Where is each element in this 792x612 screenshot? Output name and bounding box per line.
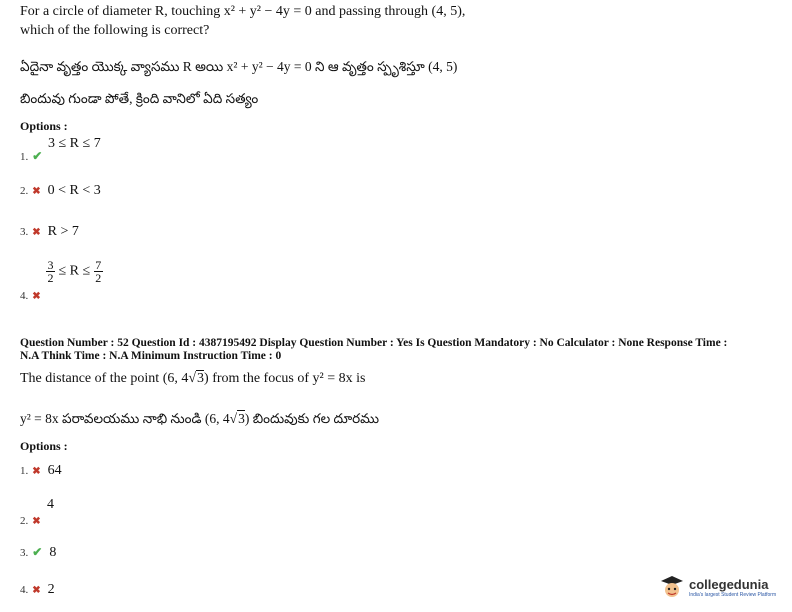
option-number: 4. (20, 584, 29, 596)
question-2-telugu: y² = 8x పరావలయము నాభి నుండి (6, 4√3) బిందువుకు గల దూరము (20, 411, 380, 426)
q2-option-3-text: 8 (49, 545, 57, 560)
cross-icon: ✖ (32, 227, 41, 238)
question-1-telugu-line-2: బిందువు గుండా పోతే, క్రింది వానిలో ఏది సత్యం (20, 91, 259, 106)
check-icon: ✔ (32, 149, 43, 163)
q2-option-4-text: 2 (47, 582, 55, 597)
q1-option-2[interactable] (20, 181, 101, 199)
option-number: 1. (20, 151, 29, 163)
q1-option-2-text: 0 < R < 3 (47, 183, 101, 198)
q2-option-2[interactable] (20, 511, 41, 529)
option-number: 2. (20, 515, 29, 527)
logo-text: collegedunia (689, 576, 769, 592)
fraction: $\frac{3}{2}$ (47, 258, 54, 285)
cross-icon: ✖ (32, 585, 41, 596)
check-icon: ✔ (32, 545, 43, 559)
option-number: 2. (20, 185, 29, 197)
meta-line-1: Question Number : 52 Question Id : 4387195492 Display Question Number : Yes Is Question Mandatory : No Calculator : None Response Time : (20, 337, 728, 349)
cross-icon: ✖ (32, 516, 41, 527)
question-1-line-2: which of the following is correct? (20, 23, 210, 38)
option-number: 1. (20, 465, 29, 477)
question-meta (20, 337, 727, 363)
q1-option-1-text: 3 ≤ R ≤ 7 (48, 136, 101, 151)
q2-option-1[interactable] (20, 461, 62, 479)
question-1-text (20, 2, 465, 40)
q2-option-3[interactable] (20, 543, 56, 561)
question-1-line-1: For a circle of diameter R, touching x² + y² − 4y = 0 and passing through (4, 5), (20, 4, 466, 19)
options-label-2: Options : (20, 439, 68, 453)
options-label: Options : (20, 119, 68, 133)
q1-option-4-text: $\frac{3}{2}$ ≤ R ≤ $\frac{7}{2}$ (47, 258, 102, 285)
q1-option-4[interactable] (20, 286, 41, 304)
q1-option-3[interactable] (20, 222, 79, 240)
q1-option-1[interactable] (20, 147, 42, 165)
cross-icon: ✖ (32, 466, 41, 477)
collegedunia-logo (658, 575, 776, 599)
cross-icon: ✖ (32, 186, 41, 197)
option-number: 3. (20, 547, 29, 559)
q2-option-1-text: 64 (47, 463, 62, 478)
option-number: 4. (20, 290, 29, 302)
graduate-mascot-icon (658, 575, 686, 599)
meta-line-2: N.A Think Time : N.A Minimum Instruction Time : 0 (20, 350, 282, 362)
logo-tagline: India's largest Student Review Platform (689, 591, 777, 598)
question-2-text: The distance of the point (6, 4√3) from the focus of y² = 8x is (20, 371, 366, 386)
cross-icon: ✖ (32, 291, 41, 302)
option-number: 3. (20, 226, 29, 238)
q1-option-3-text: R > 7 (47, 224, 79, 239)
q2-option-4[interactable] (20, 580, 55, 598)
q2-option-2-text: 4 (47, 497, 54, 512)
fraction: $\frac{7}{2}$ (95, 258, 102, 285)
question-1-telugu-line-1: ఏదైనా వృత్తం యొక్క వ్యాసము R అయి x² + y² − 4y = 0 ని ఆ వృత్తం స్పృశిస్తూ (4, 5) (20, 59, 458, 74)
